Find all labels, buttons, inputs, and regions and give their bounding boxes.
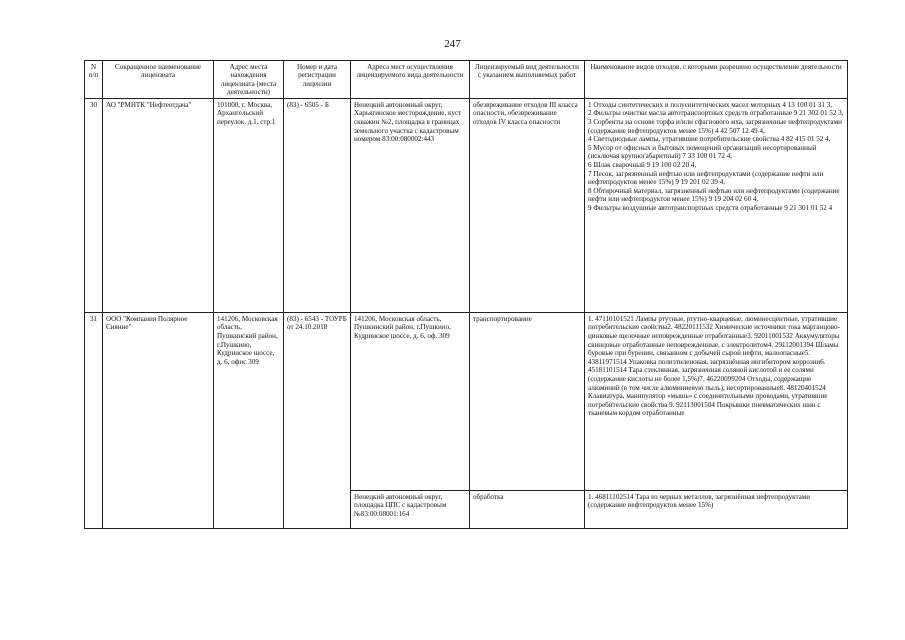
site-address: Ненецкий автономный округ, площадка ЦПС с кадастровым №83:00:08001:164 [351, 491, 470, 529]
header-sites: Адреса мест осуществления лицензируемого вида деятельности [351, 61, 470, 99]
licensee-address: 141206, Московская область, Пушкинский район, г.Пушкино, Кудринское шоссе, д. 6, офис 309 [214, 313, 284, 529]
table-row [85, 313, 848, 491]
header-name: Сокращенное наименование лицензиата [103, 61, 214, 99]
row-number: 30 [85, 99, 103, 313]
activity-type: обезвреживание отходов III класса опасности, обезвреживание отходов IV класса опасности [470, 99, 585, 313]
header-activity: Лицензируемый вид деятельности с указанием выполняемых работ [470, 61, 585, 99]
license-number: (83) - 6543 - ТОУРБ от 24.10.2018 [284, 313, 351, 529]
page-number: 247 [444, 38, 461, 50]
waste-item: 1. 46811102514 Тара из черных металлов, загрязнённая нефтепродуктами (содержание нефтепродуктов менее 15%) [588, 492, 811, 510]
waste-list [585, 99, 848, 313]
waste-item: 4 Светодиодные лампы, утратившие потребительские свойства 4 82 415 01 52 4, [588, 135, 831, 144]
waste-list [585, 491, 848, 529]
waste-item: 1. 47110101521 Лампы ртутные, ртутно-кварцевые, люминесцентные, утратившие потребительские свойства2. 48220111532 Химические источники тока марганцово-цинковые щелочные неповрежденные отработанные3. 92011001532 Аккумуляторы свинцовые отработанные неповрежденные, с электролитом4. 29112001394 Шламы буровые при бурении, связанном с добычей сырой нефти, малоопасные5. 43811971514 Упаковка полиэтиленовая, загрязнённая ингибитором коррозии6. 45181101514 Тара стеклянная, загрязненная соляной кислотой и ее солями (содержание кислоты не более 1,5%)7. 46220099204 Отходы, содержащие алюминий (в том числе алюминиевую пыль), несортированные8. 48120401524 Клавиатура, манипулятор «мышь» с соединительными проводами, утратившие потребительские свойства 9. 92113001504 Покрышки пневматических шин с тканевым кордом отработанные [588, 314, 840, 418]
waste-item: 2 Фильтры очистки масла автотранспортных средств отработанные 9 21 302 01 52 3, [588, 109, 844, 118]
licensee-name: ООО "Компания Полярное Сияние" [103, 313, 214, 529]
waste-item: 5 Мусор от офисных и бытовых помещений организаций несортированный (исключая крупногабаритный) 7 33 100 01 72 4, [588, 143, 817, 161]
waste-item: 9 Фильтры воздушные автотранспортных средств отработанные 9 21 301 01 52 4 [588, 204, 833, 212]
site-address: Ненецкий автономный округ, Харьягинское месторождение, куст скважин №2, площадка в границах земельного участка с кадастровым номером 83:00:080002:443 [351, 99, 470, 313]
table-row [85, 99, 848, 313]
activity-type: обработка [470, 491, 585, 529]
header-num: N п/п [85, 61, 103, 99]
waste-item: 6 Шлак сварочный 9 19 100 02 20 4, [588, 161, 697, 170]
licensee-name: АО "РМНТК "Нефтеотдача" [103, 99, 214, 313]
row-number: 31 [85, 313, 103, 529]
waste-list [585, 313, 848, 491]
license-table [84, 60, 848, 529]
header-license: Номер и дата регистрации лицензии [284, 61, 351, 99]
header-wastes: Наименование видов отходов, с которыми разрешено осуществление деятельности [585, 61, 848, 99]
header-address: Адрес места нахождения лицензиата (места деятельности) [214, 61, 284, 99]
waste-item: 3 Сорбенты на основе торфа и/или сфагнового мха, загрязненные нефтепродуктами (содержание нефтепродуктов менее 15%) 4 42 507 12 49 4, [588, 118, 842, 135]
waste-item: 1 Отходы синтетических и полусинтетических масел моторных 4 13 100 01 31 3, [588, 100, 833, 109]
license-number: (83) - 6505 - Б [284, 99, 351, 313]
licensee-address: 101000, г. Москва, Архангельский переулок, д.1, стр.1 [214, 99, 284, 313]
waste-item: 7 Песок, загрязненный нефтью или нефтепродуктами (содержание нефти или нефтепродуктов менее 15%) 9 19 201 02 39 4, [588, 169, 824, 187]
activity-type: транспортирование [470, 313, 585, 491]
waste-item: 8 Обтирочный материал, загрязненный нефтью или нефтепродуктами (содержание нефти или нефтепродуктов менее 15%) 9 19 204 02 60 4, [588, 186, 840, 204]
table-header-row [85, 61, 848, 99]
site-address: 141206, Московская область, Пушкинский район, г.Пушкино, Кудринское шоссе, д. 6, оф. 309 [351, 313, 470, 491]
